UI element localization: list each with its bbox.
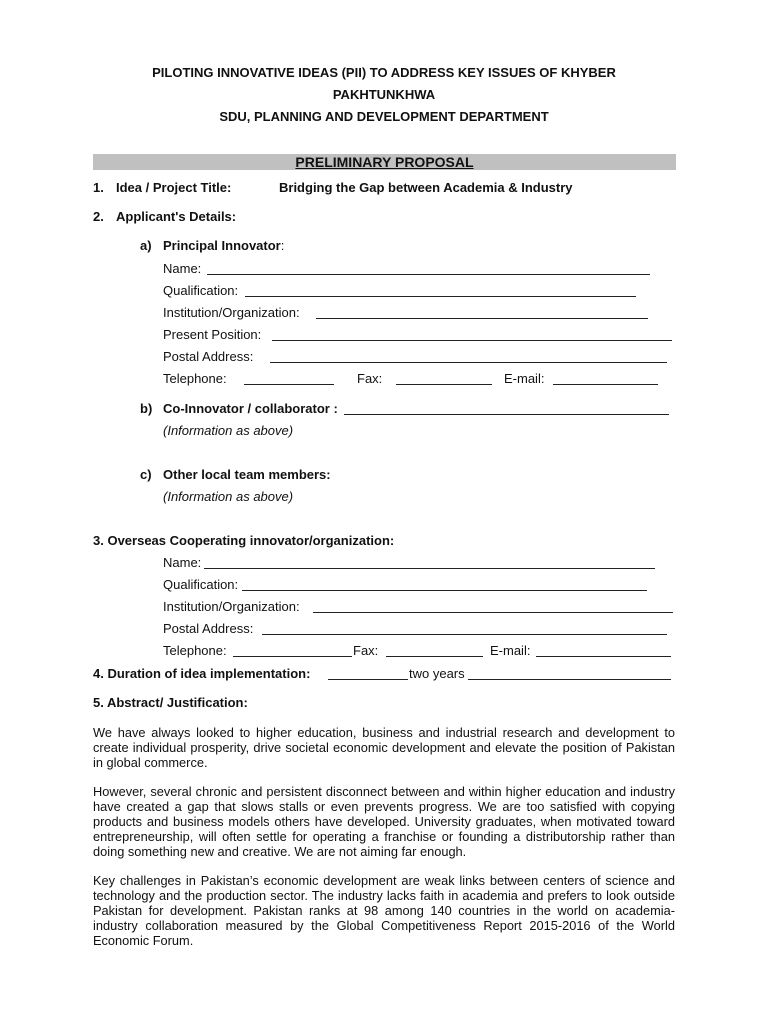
- qualification-field[interactable]: [245, 283, 636, 297]
- duration-blank[interactable]: [468, 666, 671, 680]
- principal-innovator-label: Principal Innovator: [163, 238, 281, 253]
- sub-letter: b): [140, 401, 153, 416]
- item-number: 2.: [93, 209, 104, 224]
- overseas-telephone-field[interactable]: [233, 643, 352, 657]
- colon: :: [280, 238, 285, 253]
- co-innovator-field[interactable]: [344, 401, 669, 415]
- overseas-email-field[interactable]: [536, 643, 671, 657]
- info-note: (Information as above): [163, 423, 294, 438]
- qualification-label: Qualification:: [163, 577, 239, 592]
- section-title: PRELIMINARY PROPOSAL: [295, 154, 474, 170]
- fax-field[interactable]: [396, 371, 492, 385]
- duration-blank[interactable]: [328, 666, 408, 680]
- project-title-value: Bridging the Gap between Academia & Industry: [279, 180, 573, 195]
- fax-label: Fax:: [357, 371, 383, 386]
- postal-field[interactable]: [270, 349, 667, 363]
- postal-label: Postal Address:: [163, 621, 254, 636]
- overseas-fax-field[interactable]: [386, 643, 483, 657]
- duration-value: two years: [409, 666, 465, 681]
- overseas-name-field[interactable]: [204, 555, 655, 569]
- fax-label: Fax:: [353, 643, 379, 658]
- telephone-label: Telephone:: [163, 371, 227, 386]
- header-line-3: SDU, PLANNING AND DEVELOPMENT DEPARTMENT: [219, 109, 549, 124]
- abstract-paragraph: We have always looked to higher education, business and industrial research and development to create individual prosperity, drive societal economic development and elevate the position of Pakistan in global commerce.: [93, 725, 675, 770]
- abstract-paragraph: However, several chronic and persistent disconnect between and within higher education and industry have created a gap that slows stalls or even prevents progress. We are too satisfied with copying products and business models others have developed. University graduates, when motivated toward entrepreneurship, will often settle for operating a franchise or founding a distributorship rather than doing something new and creative. We are not aiming far enough.: [93, 784, 675, 859]
- project-title-label: Idea / Project Title:: [116, 180, 232, 195]
- section-title-bar: [93, 154, 676, 170]
- sub-letter: c): [140, 467, 152, 482]
- abstract-paragraph: Key challenges in Pakistan’s economic development are weak links between centers of science and technology and the production sector. The industry lacks faith in academia and prefers to look outside Pakistan for development. Pakistan ranks at 98 among 140 countries in the world on academia-industry collaboration measured by the Global Competitiveness Report 2015-2016 of the World Economic Forum.: [93, 873, 675, 948]
- institution-label: Institution/Organization:: [163, 599, 300, 614]
- header-line-1: PILOTING INNOVATIVE IDEAS (PII) TO ADDRESS KEY ISSUES OF KHYBER: [152, 65, 616, 80]
- sub-letter: a): [140, 238, 152, 253]
- institution-field[interactable]: [316, 305, 648, 319]
- info-note: (Information as above): [163, 489, 294, 504]
- telephone-label: Telephone:: [163, 643, 227, 658]
- position-label: Present Position:: [163, 327, 262, 342]
- applicant-details-label: Applicant's Details:: [116, 209, 237, 224]
- duration-label: 4. Duration of idea implementation:: [93, 666, 311, 681]
- email-label: E-mail:: [490, 643, 531, 658]
- overseas-institution-field[interactable]: [313, 599, 673, 613]
- telephone-field[interactable]: [244, 371, 334, 385]
- overseas-qualification-field[interactable]: [242, 577, 647, 591]
- other-members-label: Other local team members:: [163, 467, 331, 482]
- qualification-label: Qualification:: [163, 283, 239, 298]
- email-label: E-mail:: [504, 371, 545, 386]
- name-label: Name:: [163, 261, 202, 276]
- position-field[interactable]: [272, 327, 672, 341]
- abstract-label: 5. Abstract/ Justification:: [93, 695, 248, 710]
- email-field[interactable]: [553, 371, 658, 385]
- item-number: 1.: [93, 180, 104, 195]
- co-innovator-label: Co-Innovator / collaborator :: [163, 401, 338, 416]
- name-label: Name:: [163, 555, 202, 570]
- institution-label: Institution/Organization:: [163, 305, 300, 320]
- postal-label: Postal Address:: [163, 349, 254, 364]
- overseas-label: 3. Overseas Cooperating innovator/organization:: [93, 533, 395, 548]
- header-line-2: PAKHTUNKHWA: [332, 87, 436, 102]
- overseas-postal-field[interactable]: [262, 621, 667, 635]
- name-field[interactable]: [207, 261, 650, 275]
